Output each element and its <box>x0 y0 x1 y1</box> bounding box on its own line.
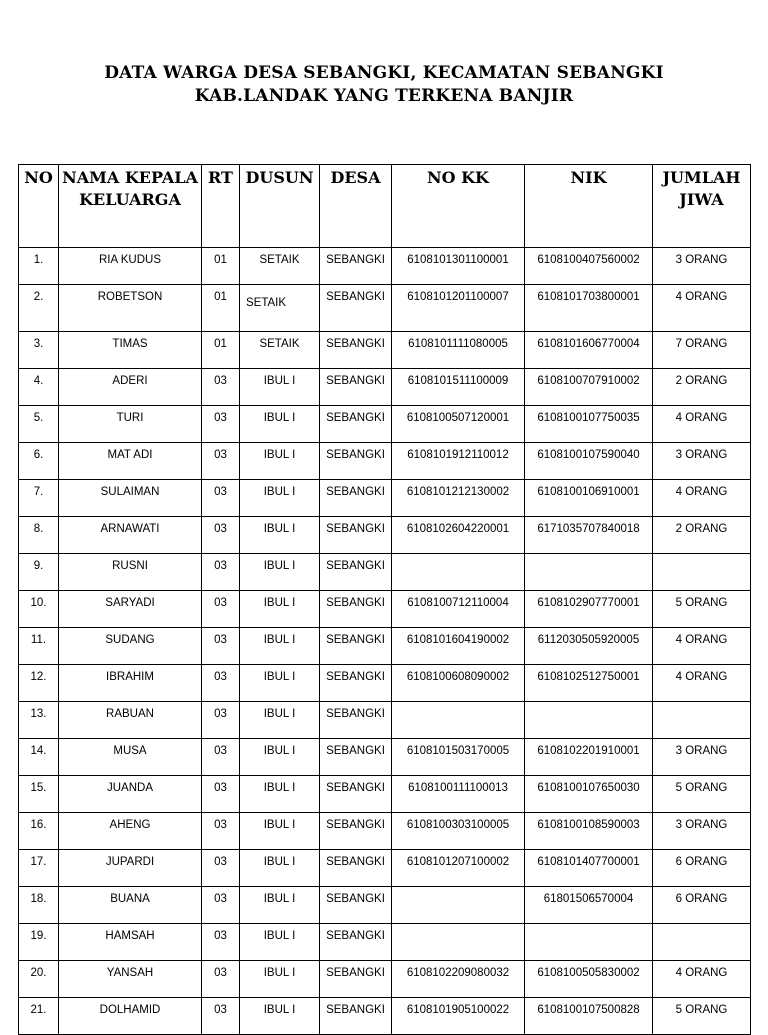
cell-nokk: 6108101905100022 <box>392 998 525 1035</box>
cell-desa: SEBANGKI <box>320 813 392 850</box>
header-no: NO <box>19 165 59 248</box>
cell-nokk: 6108101301100001 <box>392 248 525 285</box>
cell-dusun-text: SETAIK <box>246 297 287 309</box>
cell-desa: SEBANGKI <box>320 924 392 961</box>
cell-nokk <box>392 924 525 961</box>
cell-dusun: IBUL I <box>240 776 320 813</box>
table-row <box>19 961 751 998</box>
cell-jumlah: 3 ORANG <box>653 739 751 776</box>
cell-nik: 6108102907770001 <box>525 591 653 628</box>
residents-table <box>18 164 751 1035</box>
cell-dusun: IBUL I <box>240 924 320 961</box>
cell-jumlah: 2 ORANG <box>653 369 751 406</box>
cell-rt: 03 <box>202 665 240 702</box>
cell-no: 20. <box>19 961 59 998</box>
cell-jumlah <box>653 924 751 961</box>
table-row <box>19 924 751 961</box>
cell-desa: SEBANGKI <box>320 776 392 813</box>
cell-nama: HAMSAH <box>59 924 202 961</box>
cell-jumlah: 4 ORANG <box>653 285 751 332</box>
cell-nokk: 6108102209080032 <box>392 961 525 998</box>
header-dusun: DUSUN <box>240 165 320 248</box>
header-desa: DESA <box>320 165 392 248</box>
cell-rt: 03 <box>202 924 240 961</box>
cell-desa: SEBANGKI <box>320 369 392 406</box>
cell-nama: TURI <box>59 406 202 443</box>
table-row <box>19 702 751 739</box>
title-line-2: KAB.LANDAK YANG TERKENA BANJIR <box>194 86 574 106</box>
table-row <box>19 591 751 628</box>
cell-no: 9. <box>19 554 59 591</box>
cell-dusun: IBUL I <box>240 813 320 850</box>
cell-nama: BUANA <box>59 887 202 924</box>
cell-no: 8. <box>19 517 59 554</box>
cell-nama: ROBETSON <box>59 285 202 332</box>
cell-nik: 6108100107650030 <box>525 776 653 813</box>
table-header-row <box>19 165 751 248</box>
table-row <box>19 285 751 332</box>
cell-rt: 01 <box>202 332 240 369</box>
document-title <box>0 62 768 108</box>
cell-rt: 03 <box>202 554 240 591</box>
cell-jumlah: 4 ORANG <box>653 665 751 702</box>
cell-nokk: 6108100303100005 <box>392 813 525 850</box>
cell-rt: 03 <box>202 887 240 924</box>
table-row <box>19 406 751 443</box>
cell-rt: 03 <box>202 850 240 887</box>
cell-nokk <box>392 887 525 924</box>
cell-nik: 6108102201910001 <box>525 739 653 776</box>
cell-nama: ADERI <box>59 369 202 406</box>
cell-desa: SEBANGKI <box>320 443 392 480</box>
cell-nik: 6108101606770004 <box>525 332 653 369</box>
cell-no: 15. <box>19 776 59 813</box>
cell-dusun: IBUL I <box>240 591 320 628</box>
cell-no: 18. <box>19 887 59 924</box>
cell-no: 7. <box>19 480 59 517</box>
cell-dusun: IBUL I <box>240 887 320 924</box>
cell-nama: TIMAS <box>59 332 202 369</box>
cell-no: 17. <box>19 850 59 887</box>
table-row <box>19 850 751 887</box>
cell-desa: SEBANGKI <box>320 406 392 443</box>
cell-dusun: IBUL I <box>240 628 320 665</box>
cell-desa: SEBANGKI <box>320 665 392 702</box>
cell-jumlah: 4 ORANG <box>653 480 751 517</box>
header-rt: RT <box>202 165 240 248</box>
cell-dusun: IBUL I <box>240 961 320 998</box>
header-nokk: NO KK <box>392 165 525 248</box>
cell-no: 12. <box>19 665 59 702</box>
cell-jumlah: 4 ORANG <box>653 961 751 998</box>
cell-nama: YANSAH <box>59 961 202 998</box>
cell-nokk: 6108100507120001 <box>392 406 525 443</box>
cell-nama: SUDANG <box>59 628 202 665</box>
table-body <box>19 248 751 1035</box>
cell-nama: RIA KUDUS <box>59 248 202 285</box>
cell-nokk: 6108100111100013 <box>392 776 525 813</box>
cell-nik: 6108100106910001 <box>525 480 653 517</box>
header-jumlah: JUMLAH JIWA <box>653 165 751 248</box>
cell-nama: IBRAHIM <box>59 665 202 702</box>
cell-dusun: IBUL I <box>240 665 320 702</box>
table-row <box>19 813 751 850</box>
cell-desa: SEBANGKI <box>320 739 392 776</box>
cell-nokk <box>392 554 525 591</box>
cell-nokk: 6108101201100007 <box>392 285 525 332</box>
cell-jumlah: 5 ORANG <box>653 776 751 813</box>
cell-no: 16. <box>19 813 59 850</box>
cell-nama: AHENG <box>59 813 202 850</box>
cell-nik: 61801506570004 <box>525 887 653 924</box>
cell-jumlah: 5 ORANG <box>653 998 751 1035</box>
cell-nokk: 6108101503170005 <box>392 739 525 776</box>
cell-rt: 03 <box>202 628 240 665</box>
table-row <box>19 369 751 406</box>
cell-dusun: SETAIK <box>240 248 320 285</box>
cell-jumlah: 6 ORANG <box>653 850 751 887</box>
cell-nama: RABUAN <box>59 702 202 739</box>
cell-dusun: IBUL I <box>240 517 320 554</box>
cell-nik: 6108100108590003 <box>525 813 653 850</box>
cell-nik: 6108100107500828 <box>525 998 653 1035</box>
cell-dusun: IBUL I <box>240 850 320 887</box>
table-row <box>19 517 751 554</box>
cell-dusun <box>240 285 320 332</box>
cell-rt: 03 <box>202 406 240 443</box>
cell-rt: 03 <box>202 443 240 480</box>
cell-desa: SEBANGKI <box>320 702 392 739</box>
cell-nama: MAT ADI <box>59 443 202 480</box>
cell-rt: 03 <box>202 776 240 813</box>
cell-jumlah: 3 ORANG <box>653 443 751 480</box>
header-nik: NIK <box>525 165 653 248</box>
cell-rt: 03 <box>202 998 240 1035</box>
cell-nokk <box>392 702 525 739</box>
cell-nik: 6108100407560002 <box>525 248 653 285</box>
table-row <box>19 628 751 665</box>
cell-dusun: IBUL I <box>240 406 320 443</box>
cell-no: 21. <box>19 998 59 1035</box>
cell-no: 1. <box>19 248 59 285</box>
cell-nik <box>525 702 653 739</box>
cell-desa: SEBANGKI <box>320 285 392 332</box>
cell-nama: JUPARDI <box>59 850 202 887</box>
table-row <box>19 480 751 517</box>
cell-nama: DOLHAMID <box>59 998 202 1035</box>
cell-nama: JUANDA <box>59 776 202 813</box>
cell-no: 3. <box>19 332 59 369</box>
cell-no: 5. <box>19 406 59 443</box>
cell-rt: 03 <box>202 480 240 517</box>
cell-no: 4. <box>19 369 59 406</box>
title-line-1: DATA WARGA DESA SEBANGKI, KECAMATAN SEBANGKI <box>104 63 664 83</box>
cell-nokk: 6108101207100002 <box>392 850 525 887</box>
header-nama: NAMA KEPALA KELUARGA <box>59 165 202 248</box>
cell-nik: 6108100707910002 <box>525 369 653 406</box>
cell-nokk: 6108102604220001 <box>392 517 525 554</box>
table-row <box>19 443 751 480</box>
cell-rt: 03 <box>202 813 240 850</box>
cell-no: 2. <box>19 285 59 332</box>
cell-nama: MUSA <box>59 739 202 776</box>
cell-desa: SEBANGKI <box>320 554 392 591</box>
cell-no: 11. <box>19 628 59 665</box>
cell-nokk: 6108100608090002 <box>392 665 525 702</box>
cell-rt: 03 <box>202 702 240 739</box>
cell-desa: SEBANGKI <box>320 961 392 998</box>
cell-nik: 6108102512750001 <box>525 665 653 702</box>
cell-jumlah <box>653 554 751 591</box>
cell-no: 6. <box>19 443 59 480</box>
cell-rt: 03 <box>202 739 240 776</box>
cell-jumlah: 2 ORANG <box>653 517 751 554</box>
cell-desa: SEBANGKI <box>320 248 392 285</box>
table-row <box>19 554 751 591</box>
cell-rt: 03 <box>202 961 240 998</box>
table-row <box>19 739 751 776</box>
cell-nama: RUSNI <box>59 554 202 591</box>
table-row <box>19 332 751 369</box>
cell-desa: SEBANGKI <box>320 332 392 369</box>
cell-nik: 6108101407700001 <box>525 850 653 887</box>
cell-nokk: 6108101111080005 <box>392 332 525 369</box>
cell-dusun: IBUL I <box>240 369 320 406</box>
cell-nik: 6108100107590040 <box>525 443 653 480</box>
table-row <box>19 998 751 1035</box>
cell-dusun: IBUL I <box>240 998 320 1035</box>
cell-desa: SEBANGKI <box>320 850 392 887</box>
table-row <box>19 887 751 924</box>
cell-desa: SEBANGKI <box>320 998 392 1035</box>
cell-desa: SEBANGKI <box>320 480 392 517</box>
cell-jumlah: 3 ORANG <box>653 813 751 850</box>
cell-dusun: IBUL I <box>240 480 320 517</box>
cell-dusun: IBUL I <box>240 554 320 591</box>
cell-nik: 6112030505920005 <box>525 628 653 665</box>
table-row <box>19 665 751 702</box>
cell-nama: SULAIMAN <box>59 480 202 517</box>
cell-desa: SEBANGKI <box>320 591 392 628</box>
cell-nokk: 6108101912110012 <box>392 443 525 480</box>
cell-desa: SEBANGKI <box>320 628 392 665</box>
cell-jumlah: 5 ORANG <box>653 591 751 628</box>
cell-rt: 03 <box>202 591 240 628</box>
cell-nokk: 6108101212130002 <box>392 480 525 517</box>
cell-no: 14. <box>19 739 59 776</box>
cell-nokk: 6108100712110004 <box>392 591 525 628</box>
table-row <box>19 248 751 285</box>
cell-no: 13. <box>19 702 59 739</box>
cell-jumlah: 6 ORANG <box>653 887 751 924</box>
cell-nik <box>525 924 653 961</box>
cell-nama: ARNAWATI <box>59 517 202 554</box>
cell-nik: 6108100107750035 <box>525 406 653 443</box>
cell-dusun: IBUL I <box>240 739 320 776</box>
cell-nik <box>525 554 653 591</box>
cell-rt: 01 <box>202 248 240 285</box>
cell-dusun: SETAIK <box>240 332 320 369</box>
table-row <box>19 776 751 813</box>
cell-jumlah: 4 ORANG <box>653 628 751 665</box>
cell-rt: 03 <box>202 369 240 406</box>
cell-jumlah: 7 ORANG <box>653 332 751 369</box>
cell-no: 10. <box>19 591 59 628</box>
cell-dusun: IBUL I <box>240 702 320 739</box>
cell-dusun: IBUL I <box>240 443 320 480</box>
cell-jumlah <box>653 702 751 739</box>
cell-desa: SEBANGKI <box>320 517 392 554</box>
cell-nik: 6171035707840018 <box>525 517 653 554</box>
cell-desa: SEBANGKI <box>320 887 392 924</box>
cell-nama: SARYADI <box>59 591 202 628</box>
cell-jumlah: 4 ORANG <box>653 406 751 443</box>
cell-no: 19. <box>19 924 59 961</box>
cell-nik: 6108100505830002 <box>525 961 653 998</box>
cell-nokk: 6108101604190002 <box>392 628 525 665</box>
cell-nokk: 6108101511100009 <box>392 369 525 406</box>
cell-jumlah: 3 ORANG <box>653 248 751 285</box>
cell-rt: 03 <box>202 517 240 554</box>
cell-rt: 01 <box>202 285 240 332</box>
cell-nik: 6108101703800001 <box>525 285 653 332</box>
